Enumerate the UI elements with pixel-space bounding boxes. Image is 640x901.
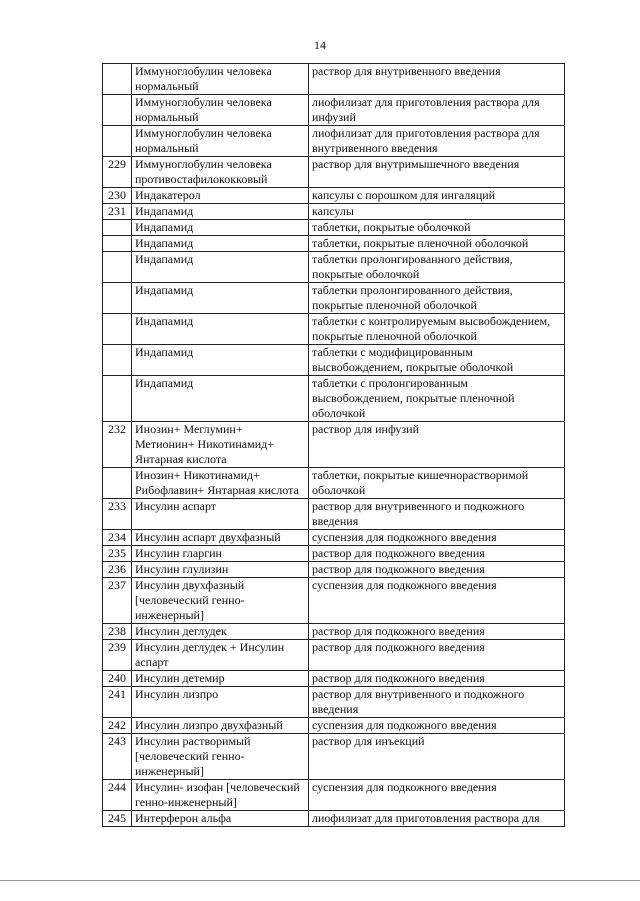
drug-name: Инсулин двухфазный [человеческий генно-инженерный] [132,578,309,624]
drug-name: Индапамид [132,204,309,220]
row-number [103,64,132,95]
table-row [103,499,565,530]
table-row [103,530,565,546]
dosage-form: раствор для внутримышечного введения [309,157,565,188]
drug-name: Индапамид [132,376,309,422]
row-number: 239 [103,640,132,671]
dosage-form: таблетки пролонгированного действия, покрытые оболочкой [309,252,565,283]
dosage-form: таблетки с контролируемым высвобождением, покрытые пленочной оболочкой [309,314,565,345]
table-row [103,422,565,468]
row-number: 240 [103,671,132,687]
table-row [103,64,565,95]
row-number: 243 [103,734,132,780]
dosage-form: таблетки с модифицированным высвобождением, покрытые оболочкой [309,345,565,376]
row-number: 236 [103,562,132,578]
table-row [103,157,565,188]
table-row [103,468,565,499]
row-number: 234 [103,530,132,546]
drug-name: Индапамид [132,345,309,376]
drug-name: Инсулин глулизин [132,562,309,578]
drug-name: Инозин+ Никотинамид+ Рибофлавин+ Янтарная кислота [132,468,309,499]
drug-name: Инсулин деглудек [132,624,309,640]
row-number [103,252,132,283]
row-number [103,236,132,252]
table-row [103,546,565,562]
drug-name: Индакатерол [132,188,309,204]
dosage-form: раствор для подкожного введения [309,562,565,578]
table-row [103,640,565,671]
table-row [103,780,565,811]
table-row [103,624,565,640]
dosage-form: таблетки, покрытые кишечнорастворимой оболочкой [309,468,565,499]
dosage-form: раствор для подкожного введения [309,546,565,562]
dosage-form: раствор для подкожного введения [309,624,565,640]
dosage-form: таблетки с пролонгированным высвобождением, покрытые пленочной оболочкой [309,376,565,422]
row-number [103,468,132,499]
dosage-form: капсулы [309,204,565,220]
drug-name: Иммуноглобулин человека нормальный [132,64,309,95]
drug-name: Интерферон альфа [132,811,309,827]
table-row [103,578,565,624]
table-row [103,204,565,220]
row-number: 233 [103,499,132,530]
drug-name: Инсулин лизпро [132,687,309,718]
dosage-form: раствор для инфузий [309,422,565,468]
row-number: 245 [103,811,132,827]
dosage-form: капсулы с порошком для ингаляций [309,188,565,204]
row-number: 235 [103,546,132,562]
drug-name: Инсулин лизпро двухфазный [132,718,309,734]
table-row [103,345,565,376]
drug-name: Индапамид [132,220,309,236]
table-row [103,220,565,236]
row-number: 232 [103,422,132,468]
row-number: 242 [103,718,132,734]
dosage-form: суспензия для подкожного введения [309,780,565,811]
drug-name: Инсулин детемир [132,671,309,687]
row-number: 230 [103,188,132,204]
drug-name: Индапамид [132,314,309,345]
drug-table-body [103,64,565,827]
row-number: 241 [103,687,132,718]
dosage-form: лиофилизат для приготовления раствора для [309,811,565,827]
row-number: 237 [103,578,132,624]
drug-name: Индапамид [132,252,309,283]
table-row [103,376,565,422]
table-row [103,314,565,345]
table-row [103,734,565,780]
dosage-form: суспензия для подкожного введения [309,578,565,624]
table-row [103,562,565,578]
drug-name: Инсулин растворимый [человеческий генно-инженерный] [132,734,309,780]
row-number [103,95,132,126]
table-row [103,718,565,734]
dosage-form: суспензия для подкожного введения [309,530,565,546]
dosage-form: лиофилизат для приготовления раствора для инфузий [309,95,565,126]
row-number [103,345,132,376]
drug-name: Инсулин гларгин [132,546,309,562]
row-number [103,314,132,345]
table-row [103,811,565,827]
drug-name: Инсулин- изофан [человеческий генно-инженерный] [132,780,309,811]
drug-name: Индапамид [132,236,309,252]
table-row [103,188,565,204]
dosage-form: раствор для внутривенного и подкожного введения [309,687,565,718]
row-number [103,220,132,236]
dosage-form: раствор для подкожного введения [309,671,565,687]
drug-name: Индапамид [132,283,309,314]
row-number [103,376,132,422]
drug-table [102,63,565,827]
table-row [103,95,565,126]
row-number: 238 [103,624,132,640]
dosage-form: раствор для внутривенного и подкожного введения [309,499,565,530]
row-number: 244 [103,780,132,811]
dosage-form: лиофилизат для приготовления раствора для внутривенного введения [309,126,565,157]
table-row [103,252,565,283]
table-row [103,283,565,314]
row-number: 229 [103,157,132,188]
row-number [103,283,132,314]
drug-name: Инсулин аспарт двухфазный [132,530,309,546]
dosage-form: раствор для инъекций [309,734,565,780]
page-bottom-rule [0,880,640,881]
drug-name: Инсулин аспарт [132,499,309,530]
row-number: 231 [103,204,132,220]
table-row [103,671,565,687]
dosage-form: раствор для внутривенного введения [309,64,565,95]
dosage-form: таблетки, покрытые оболочкой [309,220,565,236]
table-row [103,236,565,252]
drug-name: Инозин+ Меглумин+ Метионин+ Никотинамид+ Янтарная кислота [132,422,309,468]
dosage-form: раствор для подкожного введения [309,640,565,671]
dosage-form: таблетки пролонгированного действия, покрытые пленочной оболочкой [309,283,565,314]
drug-name: Инсулин деглудек + Инсулин аспарт [132,640,309,671]
drug-name: Иммуноглобулин человека нормальный [132,95,309,126]
drug-name: Иммуноглобулин человека нормальный [132,126,309,157]
dosage-form: суспензия для подкожного введения [309,718,565,734]
dosage-form: таблетки, покрытые пленочной оболочкой [309,236,565,252]
row-number [103,126,132,157]
table-row [103,687,565,718]
table-row [103,126,565,157]
drug-name: Иммуноглобулин человека противостафилококковый [132,157,309,188]
page-number: 14 [314,38,326,52]
